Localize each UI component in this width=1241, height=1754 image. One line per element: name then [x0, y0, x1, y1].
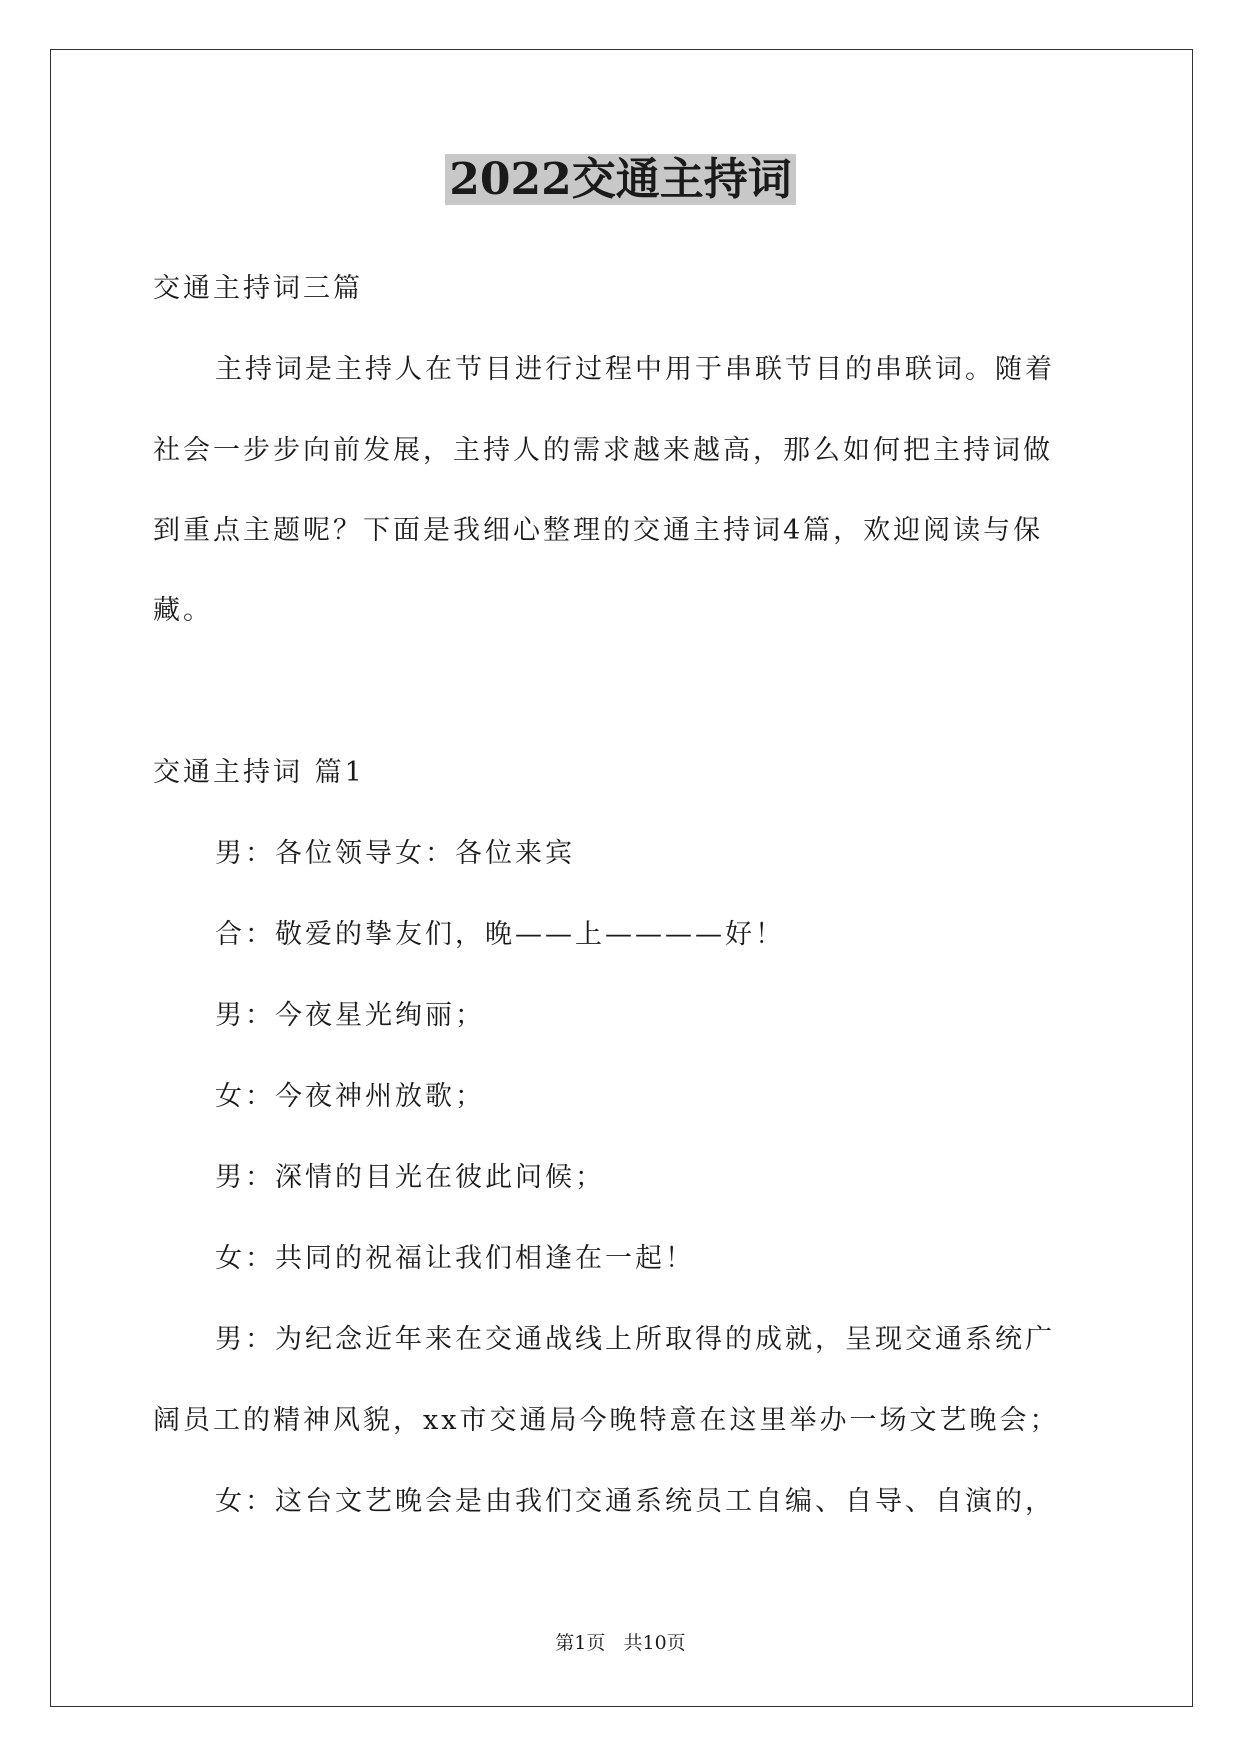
- intro-line-1: 主持词是主持人在节目进行过程中用于串联节目的串联词。随着: [215, 354, 1055, 385]
- document-title-text: 2022交通主持词: [445, 154, 795, 205]
- page-footer: 第1页 共10页: [555, 1632, 686, 1654]
- dialogue-line-1: 男：各位领导女：各位来宾: [215, 838, 575, 869]
- dialogue-line-6: 女：共同的祝福让我们相逢在一起！: [215, 1243, 695, 1274]
- document-title: [0, 150, 1241, 210]
- section-heading: 交通主持词 篇1: [153, 757, 365, 788]
- dialogue-line-3: 男：今夜星光绚丽；: [215, 1000, 485, 1031]
- intro-line-2: 社会一步步向前发展，主持人的需求越来越高，那么如何把主持词做: [153, 435, 1053, 466]
- document-subtitle: 交通主持词三篇: [153, 273, 363, 304]
- dialogue-line-8: 阔员工的精神风貌，xx市交通局今晚特意在这里举办一场文艺晚会；: [153, 1405, 1060, 1436]
- dialogue-line-9: 女：这台文艺晚会是由我们交通系统员工自编、自导、自演的，: [215, 1486, 1055, 1517]
- dialogue-line-2: 合：敬爱的挚友们，晚——上————好！: [215, 919, 785, 950]
- intro-line-3: 到重点主题呢？下面是我细心整理的交通主持词4篇，欢迎阅读与保: [153, 515, 1044, 546]
- intro-line-4: 藏。: [153, 595, 213, 626]
- dialogue-line-5: 男：深情的目光在彼此问候；: [215, 1162, 605, 1193]
- dialogue-line-4: 女：今夜神州放歌；: [215, 1081, 485, 1112]
- dialogue-line-7: 男：为纪念近年来在交通战线上所取得的成就，呈现交通系统广: [215, 1324, 1055, 1355]
